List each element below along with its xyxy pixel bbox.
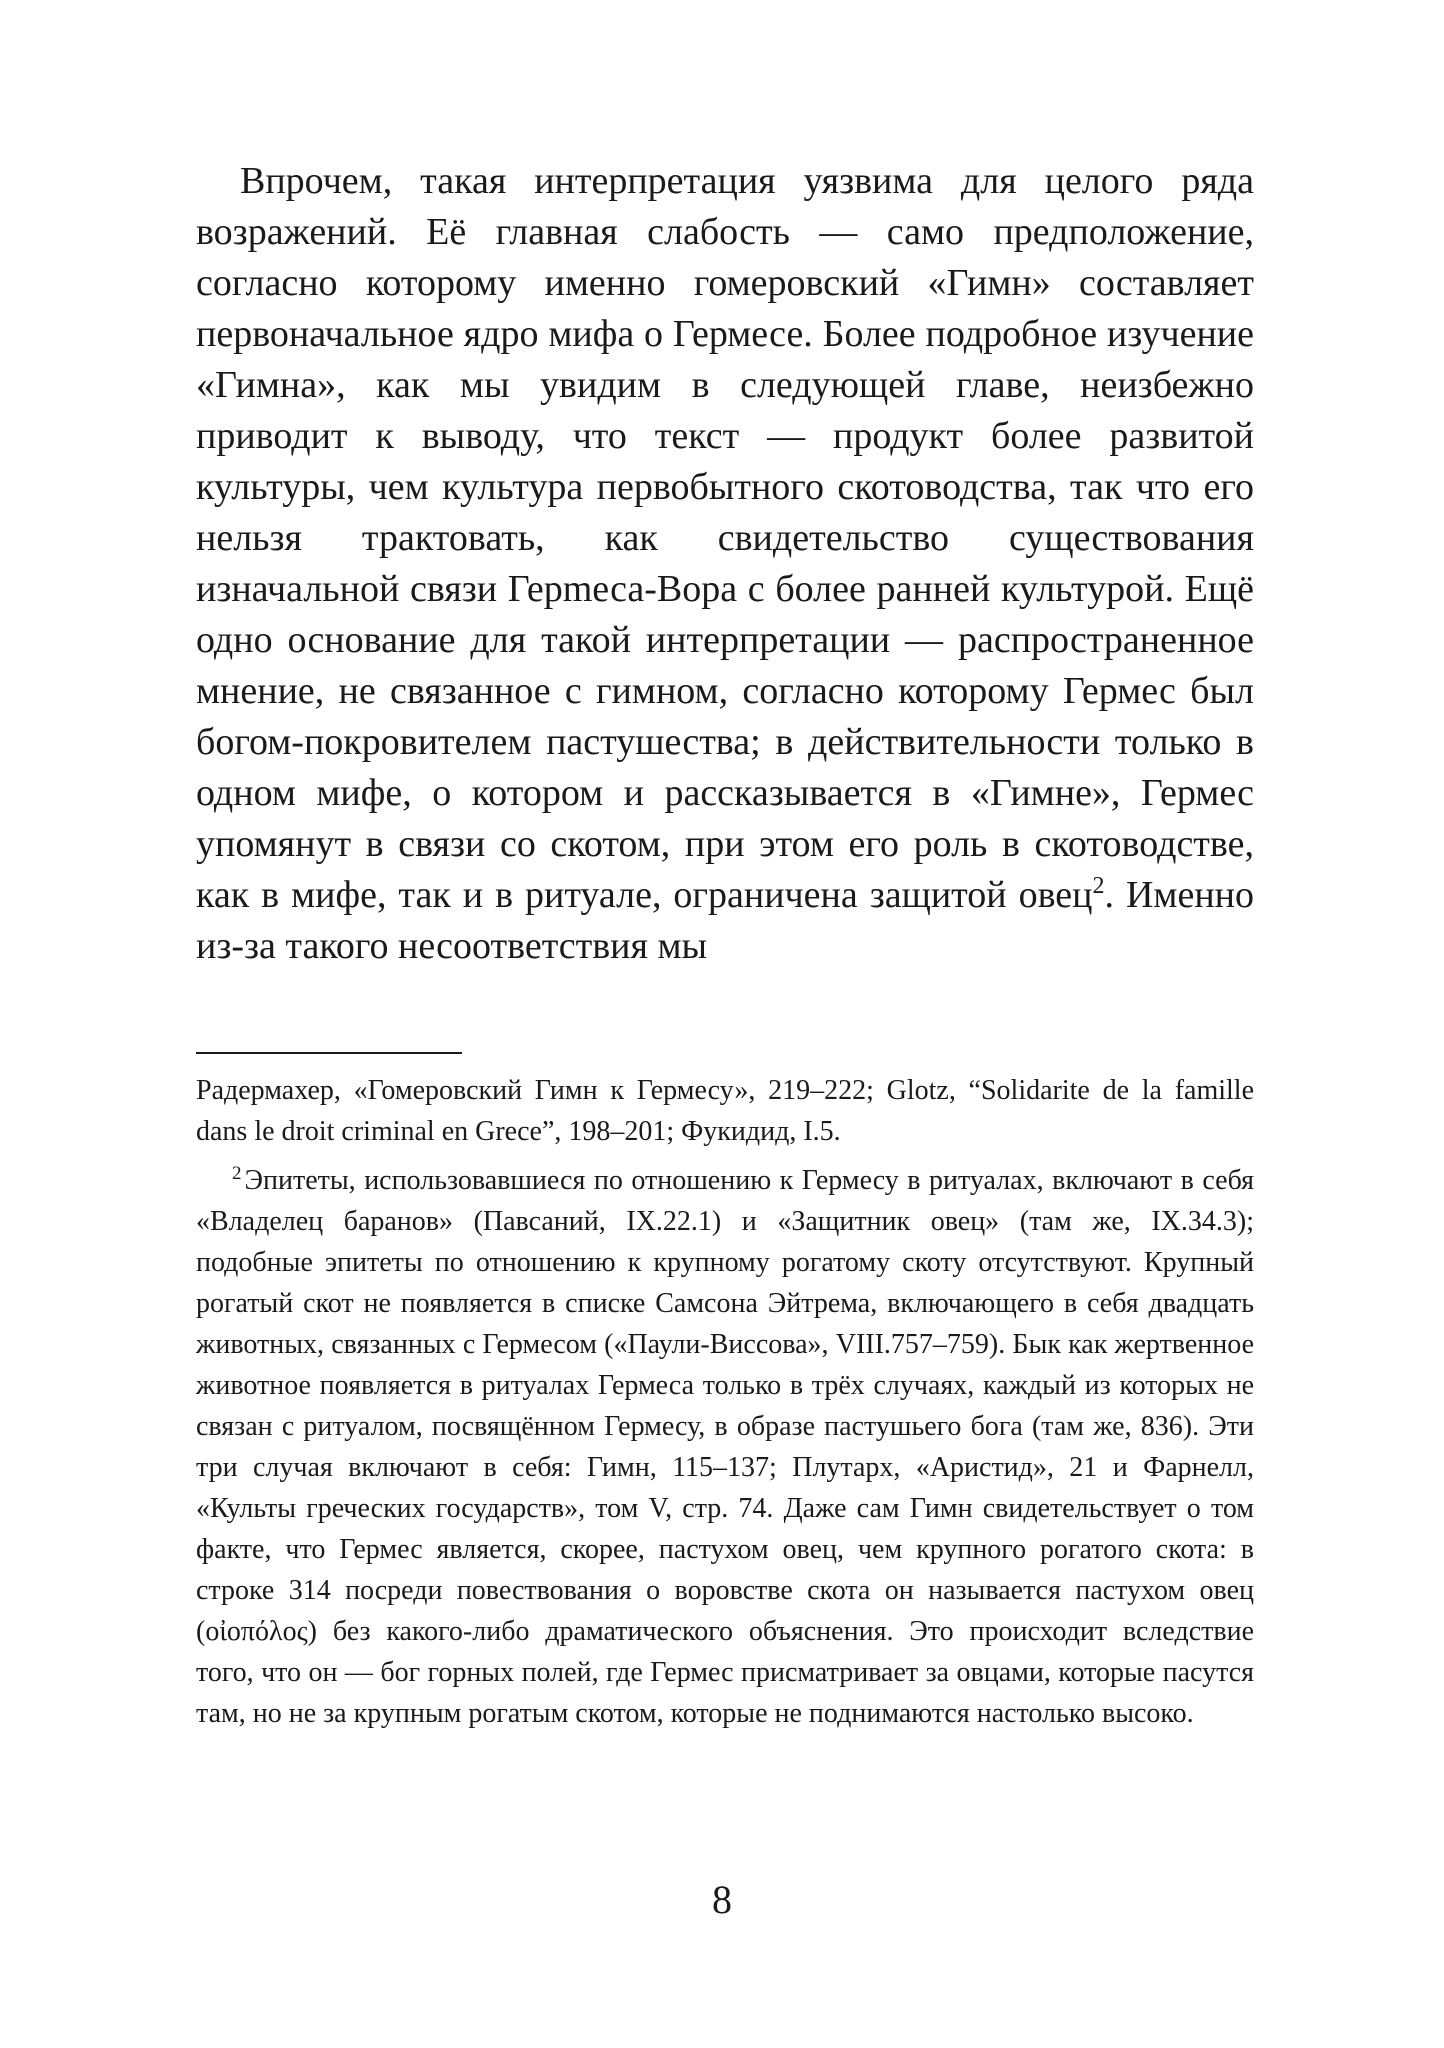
body-paragraph: [196, 156, 1254, 972]
footnote-continuation: Радермахер, «Гомеровский Гимн к Гермесу», 219–222; Glotz, “Solidarite de la famille dans le droit criminal en Grece”, 198–201; Фукидид, I.5.: [196, 1075, 1254, 1147]
page-number: 8: [712, 1877, 732, 1922]
body-text-after-note: . Именно из-за такого несоответствия мы: [196, 874, 1254, 967]
footnote-2-marker: 2: [232, 1163, 242, 1184]
footnotes-block: [196, 1070, 1254, 1742]
body-text-before-note: Впрочем, такая интерпретация уязвима для целого ряда возражений. Её главная слабость — само предположение, согласно которому именно гомеровский «Гимн» составляет первоначальное ядро мифа о Гермесе. Более подробное изучение «Гимна», как мы увидим в следующей главе, неизбежно приводит к выводу, что текст — продукт более развитой культуры, чем культура первобытного скотоводства, так что его нельзя трактовать, как свидетельство существования изначальной связи Герmеса-Вора с более ранней культурой. Ещё одно основание для такой интерпретации — распространенное мнение, не связанное с гимном, согласно которому Гермес был богом-покровителем пастушества; в действительности только в одном мифе, о котором и рассказывается в «Гимне», Гермес упомянут в связи со скотом, при этом его роль в скотоводстве, как в мифе, так и в ритуале, ограничена защитой овец: [196, 160, 1254, 916]
footnote-separator: [196, 1052, 462, 1054]
footnote-reference: 2: [1092, 873, 1105, 899]
footnote-2: [196, 1160, 1254, 1734]
footnote-2-text: Эпитеты, использовавшиеся по отношению к Гермесу в ритуалах, включают в себя «Владелец баранов» (Павсаний, IX.22.1) и «Защитник овец» (там же, IX.34.3); подобные эпитеты по отношению к крупному рогатому скоту отсутствуют. Крупный рогатый скот не появляется в списке Самсона Эйтрема, включающего в себя двадцать животных, связанных с Гермесом («Паули-Виссова», VIII.757–759). Бык как жертвенное животное появляется в ритуалах Гермеса только в трёх случаях, каждый из которых не связан с ритуалом, посвящённом Гермесу, в образе пастушьего бога (там же, 836). Эти три случая включают в себя: Гимн, 115–137; Плутарх, «Аристид», 21 и Фарнелл, «Культы греческих государств», том V, стр. 74. Даже сам Гимн свидетельствует о том факте, что Гермес является, скорее, пастухом овец, чем крупного рогатого скота: в строке 314 посреди повествования о воровстве скота он называется пастухом овец (οἰοπόλος) без какого-либо драматического объяснения. Это происходит вследствие того, что он — бог горных полей, где Гермес присматривает за овцами, которые пасутся там, но не за крупным рогатым скотом, которые не поднимаются настолько высоко.: [196, 1165, 1254, 1729]
